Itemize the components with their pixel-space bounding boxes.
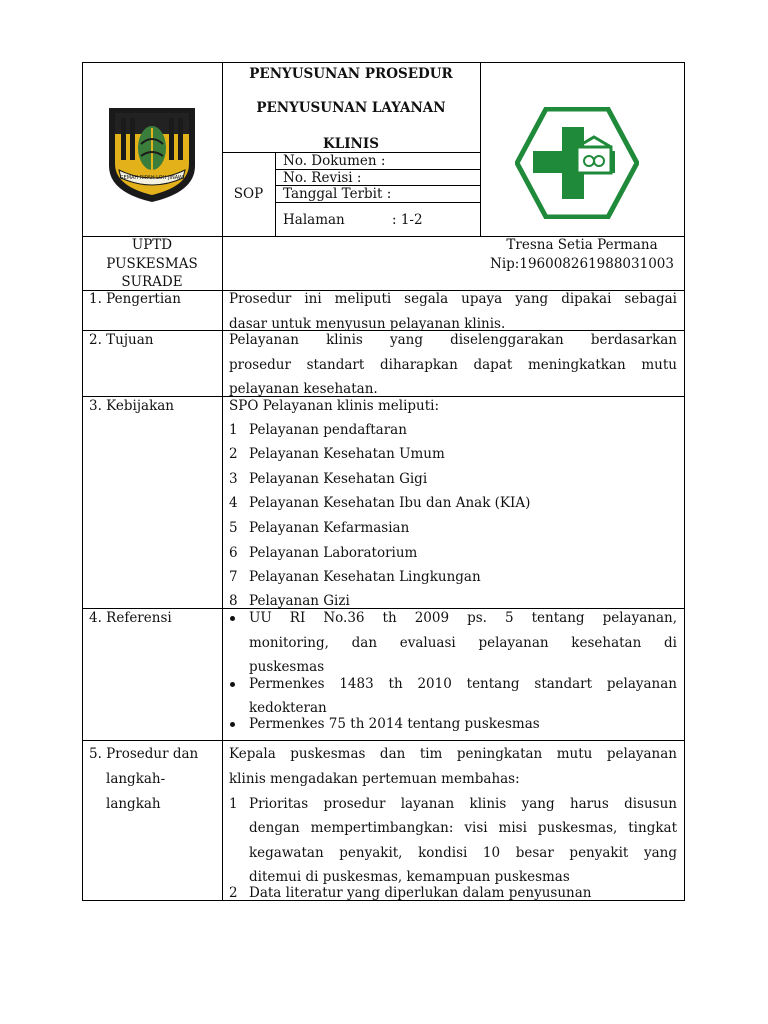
section-label-prosedur-line1: 5. Prosedur dan — [89, 746, 199, 762]
bullet-icon — [230, 616, 235, 621]
unit-line1: UPTD — [131, 237, 173, 253]
doc-title-line3: KLINIS — [323, 136, 379, 152]
unit-line2: PUSKESMAS — [106, 256, 198, 272]
referensi-b3-line1: Permenkes 75 th 2014 tentang puskesmas — [249, 716, 540, 732]
sop-label: SOP — [233, 186, 264, 202]
kebijakan-item-num: 6 — [229, 545, 238, 561]
section-label-prosedur-line2: langkah- — [106, 771, 166, 787]
prosedur-s1-line2: dengan mempertimbangkan: visi misi puskesmas, tingkat — [249, 820, 677, 836]
page-value: : 1-2 — [392, 212, 423, 228]
referensi-b2-line2: kedokteran — [249, 700, 327, 716]
kebijakan-item-num: 7 — [229, 569, 238, 585]
kebijakan-item-text: Pelayanan pendaftaran — [249, 422, 407, 438]
referensi-b2-line1: Permenkes 1483 th 2010 tentang standart pelayanan — [249, 676, 677, 692]
signer-nip: Nip:196008261988031003 — [490, 256, 674, 272]
bullet-icon — [230, 722, 235, 727]
bullet-icon — [230, 682, 235, 687]
puskesmas-logo — [515, 107, 639, 219]
kebijakan-item-text: Pelayanan Kesehatan Umum — [249, 446, 445, 462]
prosedur-s1-line4: ditemui di puskesmas, kemampuan puskesmas — [249, 869, 570, 885]
tujuan-line3: pelayanan kesehatan. — [229, 381, 378, 397]
kebijakan-item-num: 8 — [229, 593, 238, 609]
doc-number-field: No. Dokumen : — [283, 153, 386, 169]
section-label-tujuan: 2. Tujuan — [89, 332, 154, 348]
prosedur-step-num: 2 — [229, 885, 238, 901]
prosedur-s2-line1: Data literatur yang diperlukan dalam penyusunan — [249, 885, 592, 901]
referensi-b1-line3: puskesmas — [249, 659, 325, 675]
referensi-b1-line2: monitoring, dan evaluasi pelayanan kesehatan di — [249, 635, 677, 651]
prosedur-intro-line1: Kepala puskesmas dan tim peningkatan mutu pelayanan — [229, 746, 677, 762]
prosedur-s1-line3: kegawatan penyakit, kondisi 10 besar penyakit yang — [249, 845, 677, 861]
kebijakan-item-num: 2 — [229, 446, 238, 462]
prosedur-step-num: 1 — [229, 796, 238, 812]
unit-line3: SURADE — [121, 274, 183, 290]
section-label-kebijakan: 3. Kebijakan — [89, 398, 175, 414]
page-label: Halaman — [283, 212, 345, 228]
kebijakan-item-text: Pelayanan Kefarmasian — [249, 520, 410, 536]
kebijakan-item-text: Pelayanan Kesehatan Gigi — [249, 471, 428, 487]
tujuan-line1: Pelayanan klinis yang diselenggarakan berdasarkan — [229, 332, 677, 348]
tujuan-line2: prosedur standart diharapkan dapat meningkatkan mutu — [229, 357, 677, 373]
crest-motto-text: GEMAH RIPAH LOH JINAWI — [119, 175, 185, 181]
section-label-referensi: 4. Referensi — [89, 610, 172, 626]
section-label-pengertian: 1. Pengertian — [89, 291, 181, 307]
signer-name: Tresna Setia Permana — [506, 237, 658, 253]
section-label-prosedur-line3: langkah — [106, 796, 161, 812]
referensi-b1-line1: UU RI No.36 th 2009 ps. 5 tentang pelayanan, — [249, 610, 677, 626]
doc-title-line1: PENYUSUNAN PROSEDUR — [249, 66, 453, 82]
kebijakan-item-num: 5 — [229, 520, 238, 536]
regency-crest-logo — [103, 104, 201, 204]
kebijakan-item-text: Pelayanan Kesehatan Ibu dan Anak (KIA) — [249, 495, 531, 511]
prosedur-intro-line2: klinis mengadakan pertemuan membahas: — [229, 771, 520, 787]
revision-field: No. Revisi : — [283, 170, 362, 186]
pengertian-line2: dasar untuk menyusun pelayanan klinis. — [229, 316, 506, 332]
issue-date-field: Tanggal Terbit : — [283, 186, 392, 202]
doc-title-line2: PENYUSUNAN LAYANAN — [256, 100, 446, 116]
prosedur-s1-line1: Prioritas prosedur layanan klinis yang harus disusun — [249, 796, 677, 812]
kebijakan-item-text: Pelayanan Laboratorium — [249, 545, 418, 561]
kebijakan-item-text: Pelayanan Gizi — [249, 593, 350, 609]
kebijakan-item-num: 3 — [229, 471, 238, 487]
pengertian-line1: Prosedur ini meliputi segala upaya yang dipakai sebagai — [229, 291, 677, 307]
kebijakan-item-num: 1 — [229, 422, 238, 438]
kebijakan-intro: SPO Pelayanan klinis meliputi: — [229, 398, 440, 414]
kebijakan-item-num: 4 — [229, 495, 238, 511]
kebijakan-item-text: Pelayanan Kesehatan Lingkungan — [249, 569, 481, 585]
